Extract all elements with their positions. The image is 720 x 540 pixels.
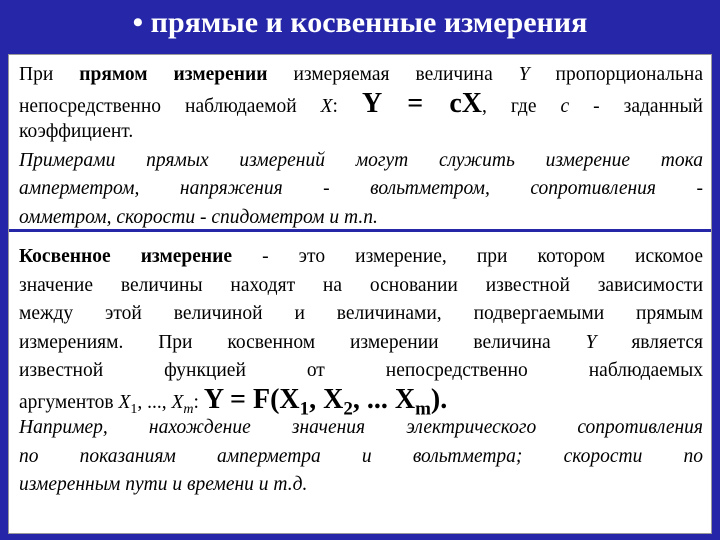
indirect-line-5: известной функцией от непосредственно наблюдаемых xyxy=(19,360,703,381)
text-fragment: - это измерение, при котором искомое xyxy=(232,246,703,267)
var-x1: X xyxy=(118,391,131,413)
formula-subscript: 1 xyxy=(299,398,310,420)
text-fragment: , где xyxy=(482,95,537,117)
var-c: с xyxy=(560,95,570,117)
text-fragment: - заданный xyxy=(593,95,703,117)
content-panel xyxy=(8,54,712,534)
section-divider xyxy=(9,229,711,232)
text-fragment: измерениям. При косвенном измерении величина xyxy=(19,331,586,353)
text-fragment: аргументов xyxy=(19,391,119,413)
formula-part: , ... X xyxy=(352,383,416,415)
formula-part: ). xyxy=(430,383,448,415)
text-fragment: , ..., xyxy=(137,391,172,413)
direct-line-2 xyxy=(19,87,703,119)
term-direct: прямом измерении xyxy=(79,64,268,85)
var-xm: X xyxy=(171,391,184,413)
indirect-line-4 xyxy=(19,329,703,358)
var-y: Y xyxy=(585,331,597,353)
term-indirect: Косвенное измерение xyxy=(19,246,233,267)
text-fragment: непосредственно наблюдаемой xyxy=(19,95,321,117)
formula-direct: Y = cX xyxy=(361,87,483,119)
subscript: m xyxy=(183,401,194,417)
indirect-measurement-block xyxy=(19,243,703,500)
direct-example-2: амперметром, напряжения - вольтметром, сопротивления - xyxy=(19,178,703,199)
direct-measurement-block xyxy=(19,61,703,232)
indirect-line-3: между этой величиной и величинами, подвергаемыми прямым xyxy=(19,303,703,324)
text-fragment: : xyxy=(332,95,338,117)
text-fragment: является xyxy=(596,331,703,353)
subscript: 1 xyxy=(130,401,138,417)
var-y: Y xyxy=(518,64,530,85)
indirect-example-1: Например, нахождение значения электрического сопротивления xyxy=(19,417,703,438)
formula-indirect xyxy=(203,383,448,420)
indirect-line-2: значение величины находят на основании известной зависимости xyxy=(19,274,703,296)
direct-line-1 xyxy=(19,61,703,90)
direct-line-3: коэффициент. xyxy=(19,121,134,142)
text-fragment: При xyxy=(19,64,80,85)
slide-title: • прямые и косвенные измерения xyxy=(132,6,588,39)
formula-subscript: 2 xyxy=(343,398,353,420)
indirect-line-1 xyxy=(19,243,703,272)
indirect-example-2: по показаниям амперметра и вольтметра; скорости по xyxy=(19,445,703,467)
text-fragment: измеряемая величина xyxy=(267,64,519,85)
formula-part: , X xyxy=(309,383,344,415)
direct-example-3: омметром, скорости - спидометром и т.п. xyxy=(19,206,378,228)
direct-example-1: Примерами прямых измерений могут служить измерение тока xyxy=(19,149,703,171)
formula-part: Y = F(X xyxy=(203,383,300,415)
text-fragment: пропорциональна xyxy=(529,64,703,85)
indirect-line-6 xyxy=(19,383,703,420)
formula-subscript: m xyxy=(415,398,431,420)
var-x: X xyxy=(320,95,333,117)
text-fragment: : xyxy=(193,391,204,413)
indirect-example-3: измеренным пути и времени и т.д. xyxy=(19,474,308,495)
